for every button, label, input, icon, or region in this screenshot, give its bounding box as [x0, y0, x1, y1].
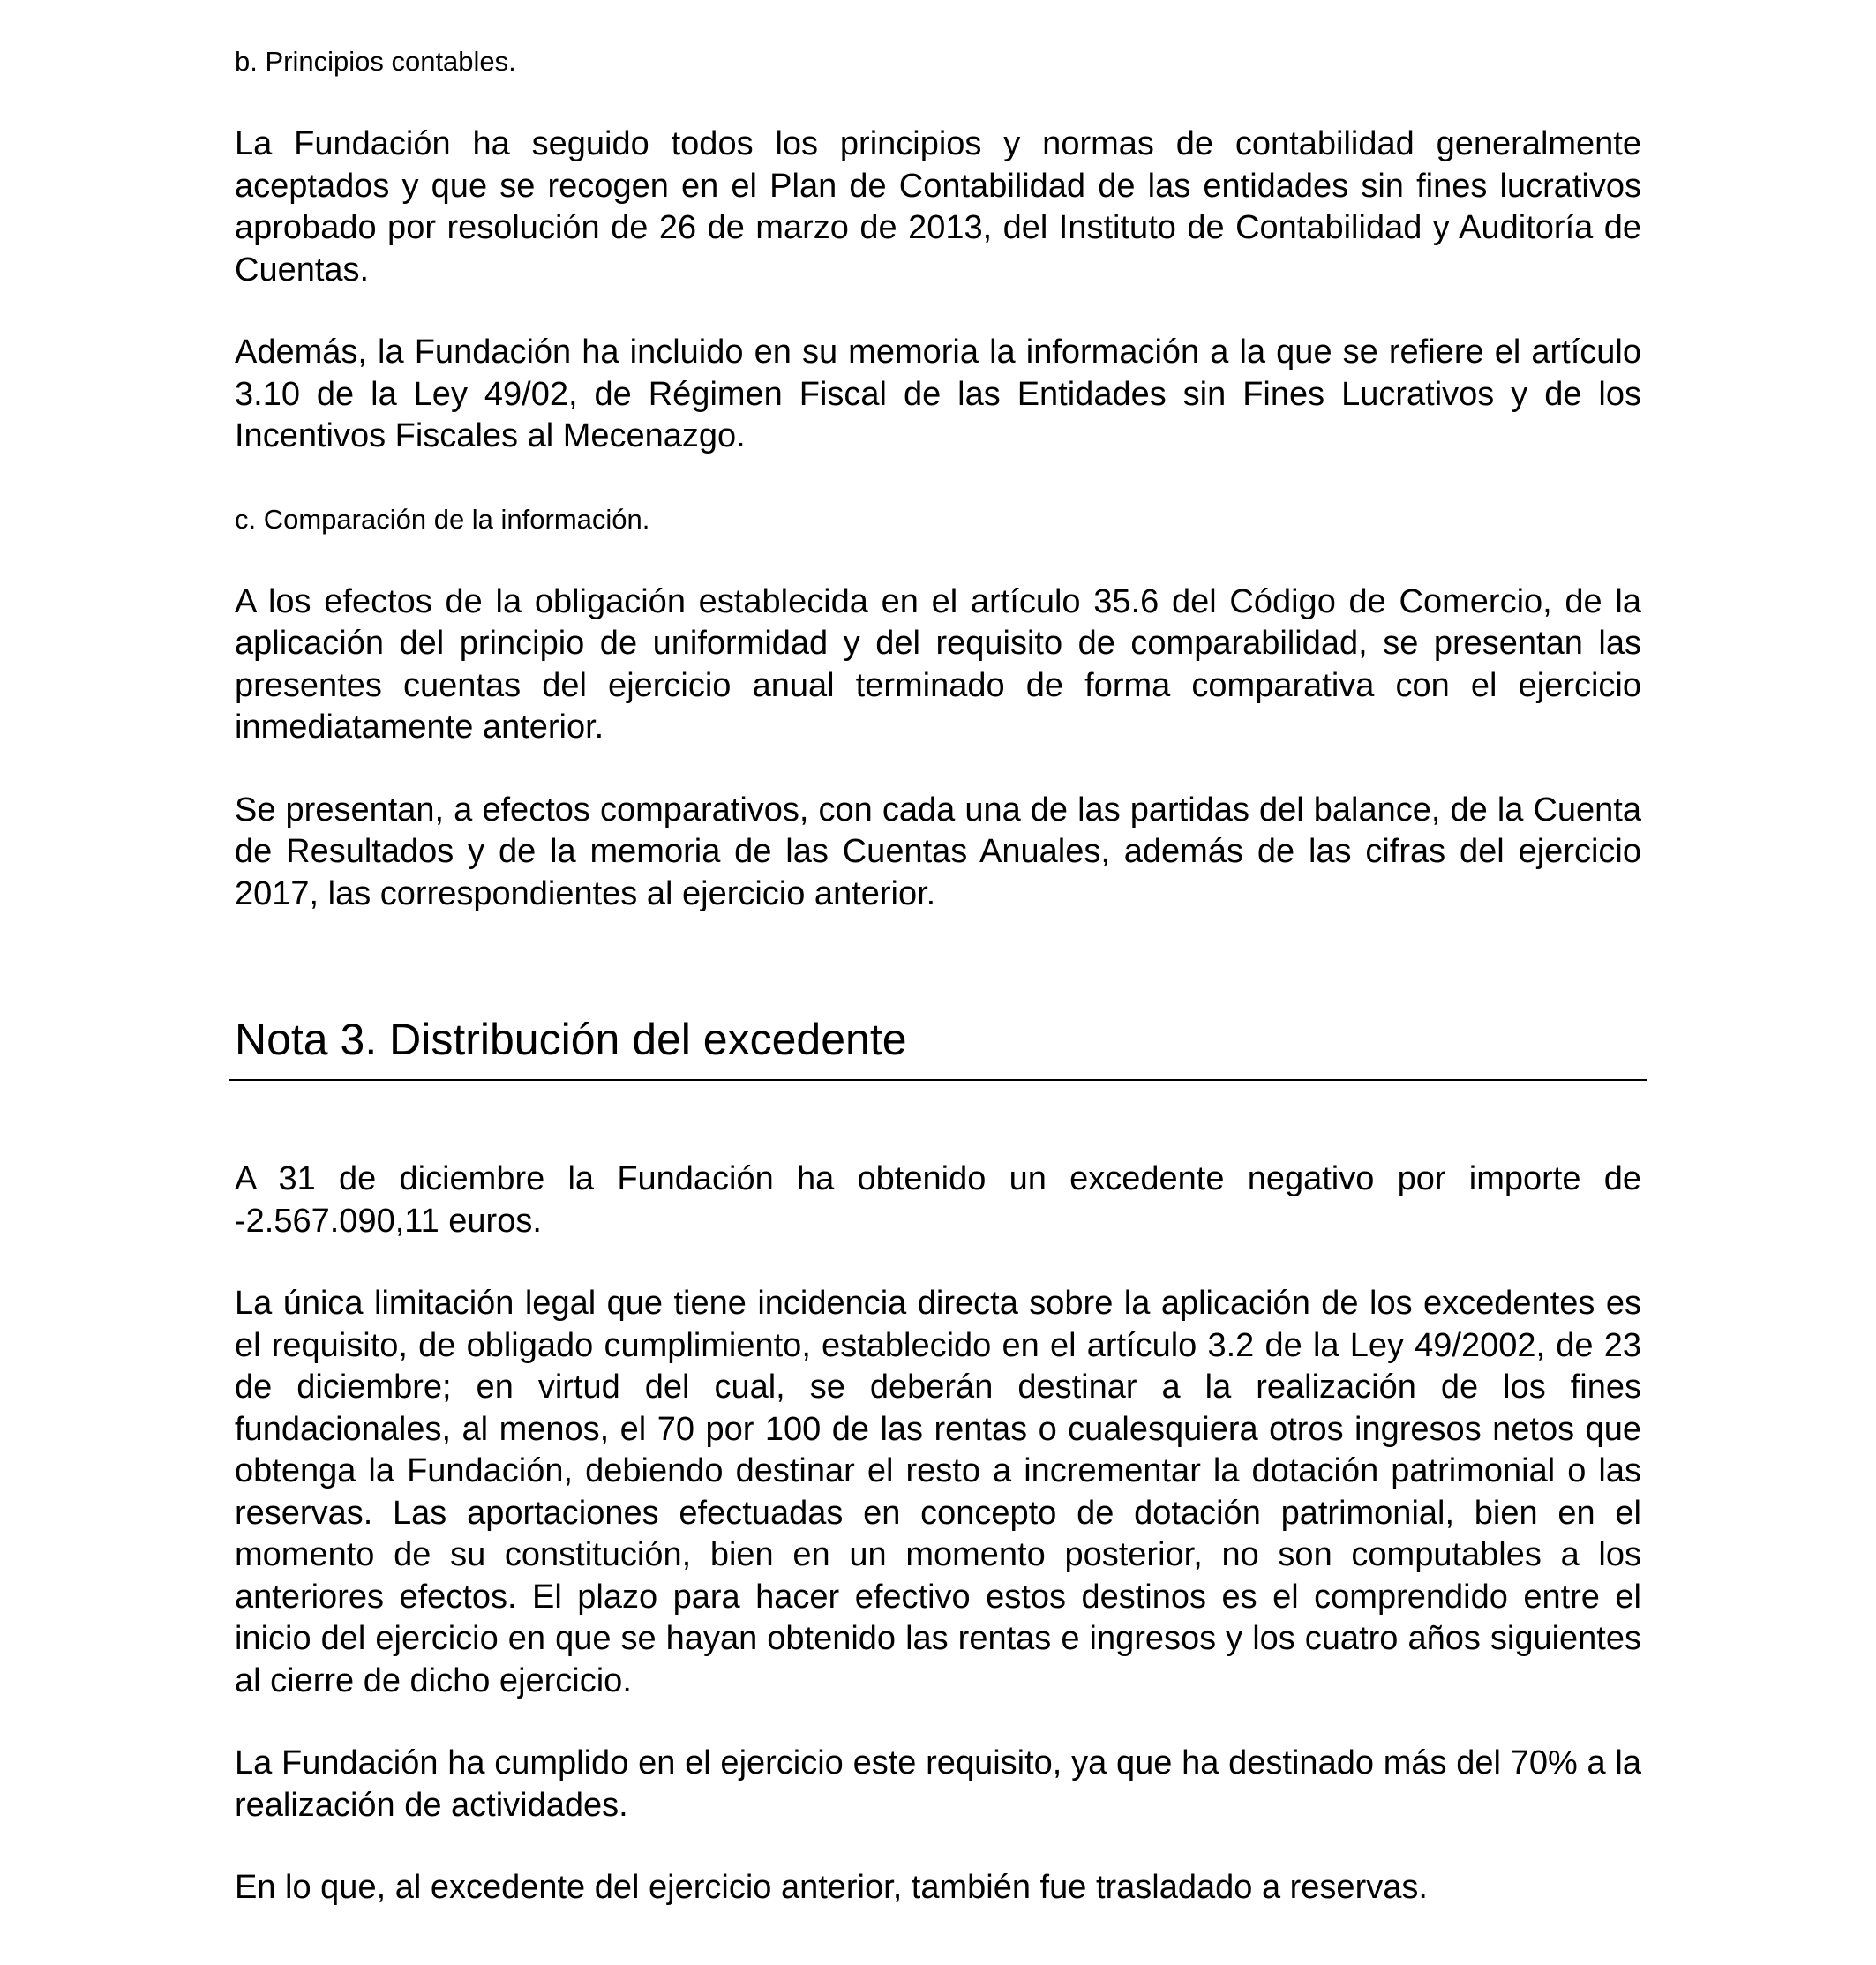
- section-c-paragraph-1: A los efectos de la obligación establecida en el artículo 35.6 del Código de Comercio, de la aplicación del principio de uniformidad y del requisito de comparabilidad, se presentan las presentes cuentas del ejercicio anual terminado de forma comparativa con el ejercicio inmediatamente anterior.: [235, 582, 1641, 746]
- section-c-paragraph-2: Se presentan, a efectos comparativos, con cada una de las partidas del balance, de la Cuenta de Resultados y de la memoria de las Cuentas Anuales, además de las cifras del ejercicio 2017, las correspondientes al ejercicio anterior.: [235, 791, 1641, 912]
- nota3-paragraph-1: A 31 de diciembre la Fundación ha obtenido un excedente negativo por importe de -2.567.090,11 euros.: [235, 1160, 1641, 1240]
- nota3-paragraph-4: En lo que, al excedente del ejercicio anterior, también fue trasladado a reservas.: [235, 1869, 1428, 1906]
- nota3-paragraph-2: La única limitación legal que tiene incidencia directa sobre la aplicación de los excedentes es el requisito, de obligado cumplimiento, establecido en el artículo 3.2 de la Ley 49/2002, de 23 de diciembre; en virtud del cual, se deberán destinar a la realización de los fines fundacionales, al menos, el 70 por 100 de las rentas o cualesquiera otros ingresos netos que obtenga la Fundación, debiendo destinar el resto a incrementar la dotación patrimonial o las reservas. Las aportaciones efectuadas en concepto de dotación patrimonial, bien en el momento de su constitución, bien en un momento posterior, no son computables a los anteriores efectos. El plazo para hacer efectivo estos destinos es el comprendido entre el inicio del ejercicio en que se hayan obtenido las rentas e ingresos y los cuatro años siguientes al cierre de dicho ejercicio.: [235, 1285, 1641, 1699]
- nota3-heading: Nota 3. Distribución del excedente: [235, 1015, 907, 1064]
- document-page: [235, 42, 1641, 915]
- section-c-title: c. Comparación de la información.: [235, 503, 650, 535]
- section-b-paragraph-1: La Fundación ha seguido todos los principios y normas de contabilidad generalmente aceptados y que se recogen en el Plan de Contabilidad de las entidades sin fines lucrativos aprobado por resolución de 26 de marzo de 2013, del Instituto de Contabilidad y Auditoría de Cuentas.: [235, 125, 1641, 289]
- section-b-title: b. Principios contables.: [235, 46, 516, 77]
- section-b-paragraph-2: Además, la Fundación ha incluido en su memoria la información a la que se refiere el artículo 3.10 de la Ley 49/02, de Régimen Fiscal de las Entidades sin Fines Lucrativos y de los Incentivos Fiscales al Mecenazgo.: [235, 334, 1641, 454]
- nota3-paragraph-3: La Fundación ha cumplido en el ejercicio este requisito, ya que ha destinado más del 70% a la realización de actividades.: [235, 1744, 1641, 1824]
- heading-divider: [229, 1079, 1647, 1081]
- nota3-body: [235, 1159, 1641, 1909]
